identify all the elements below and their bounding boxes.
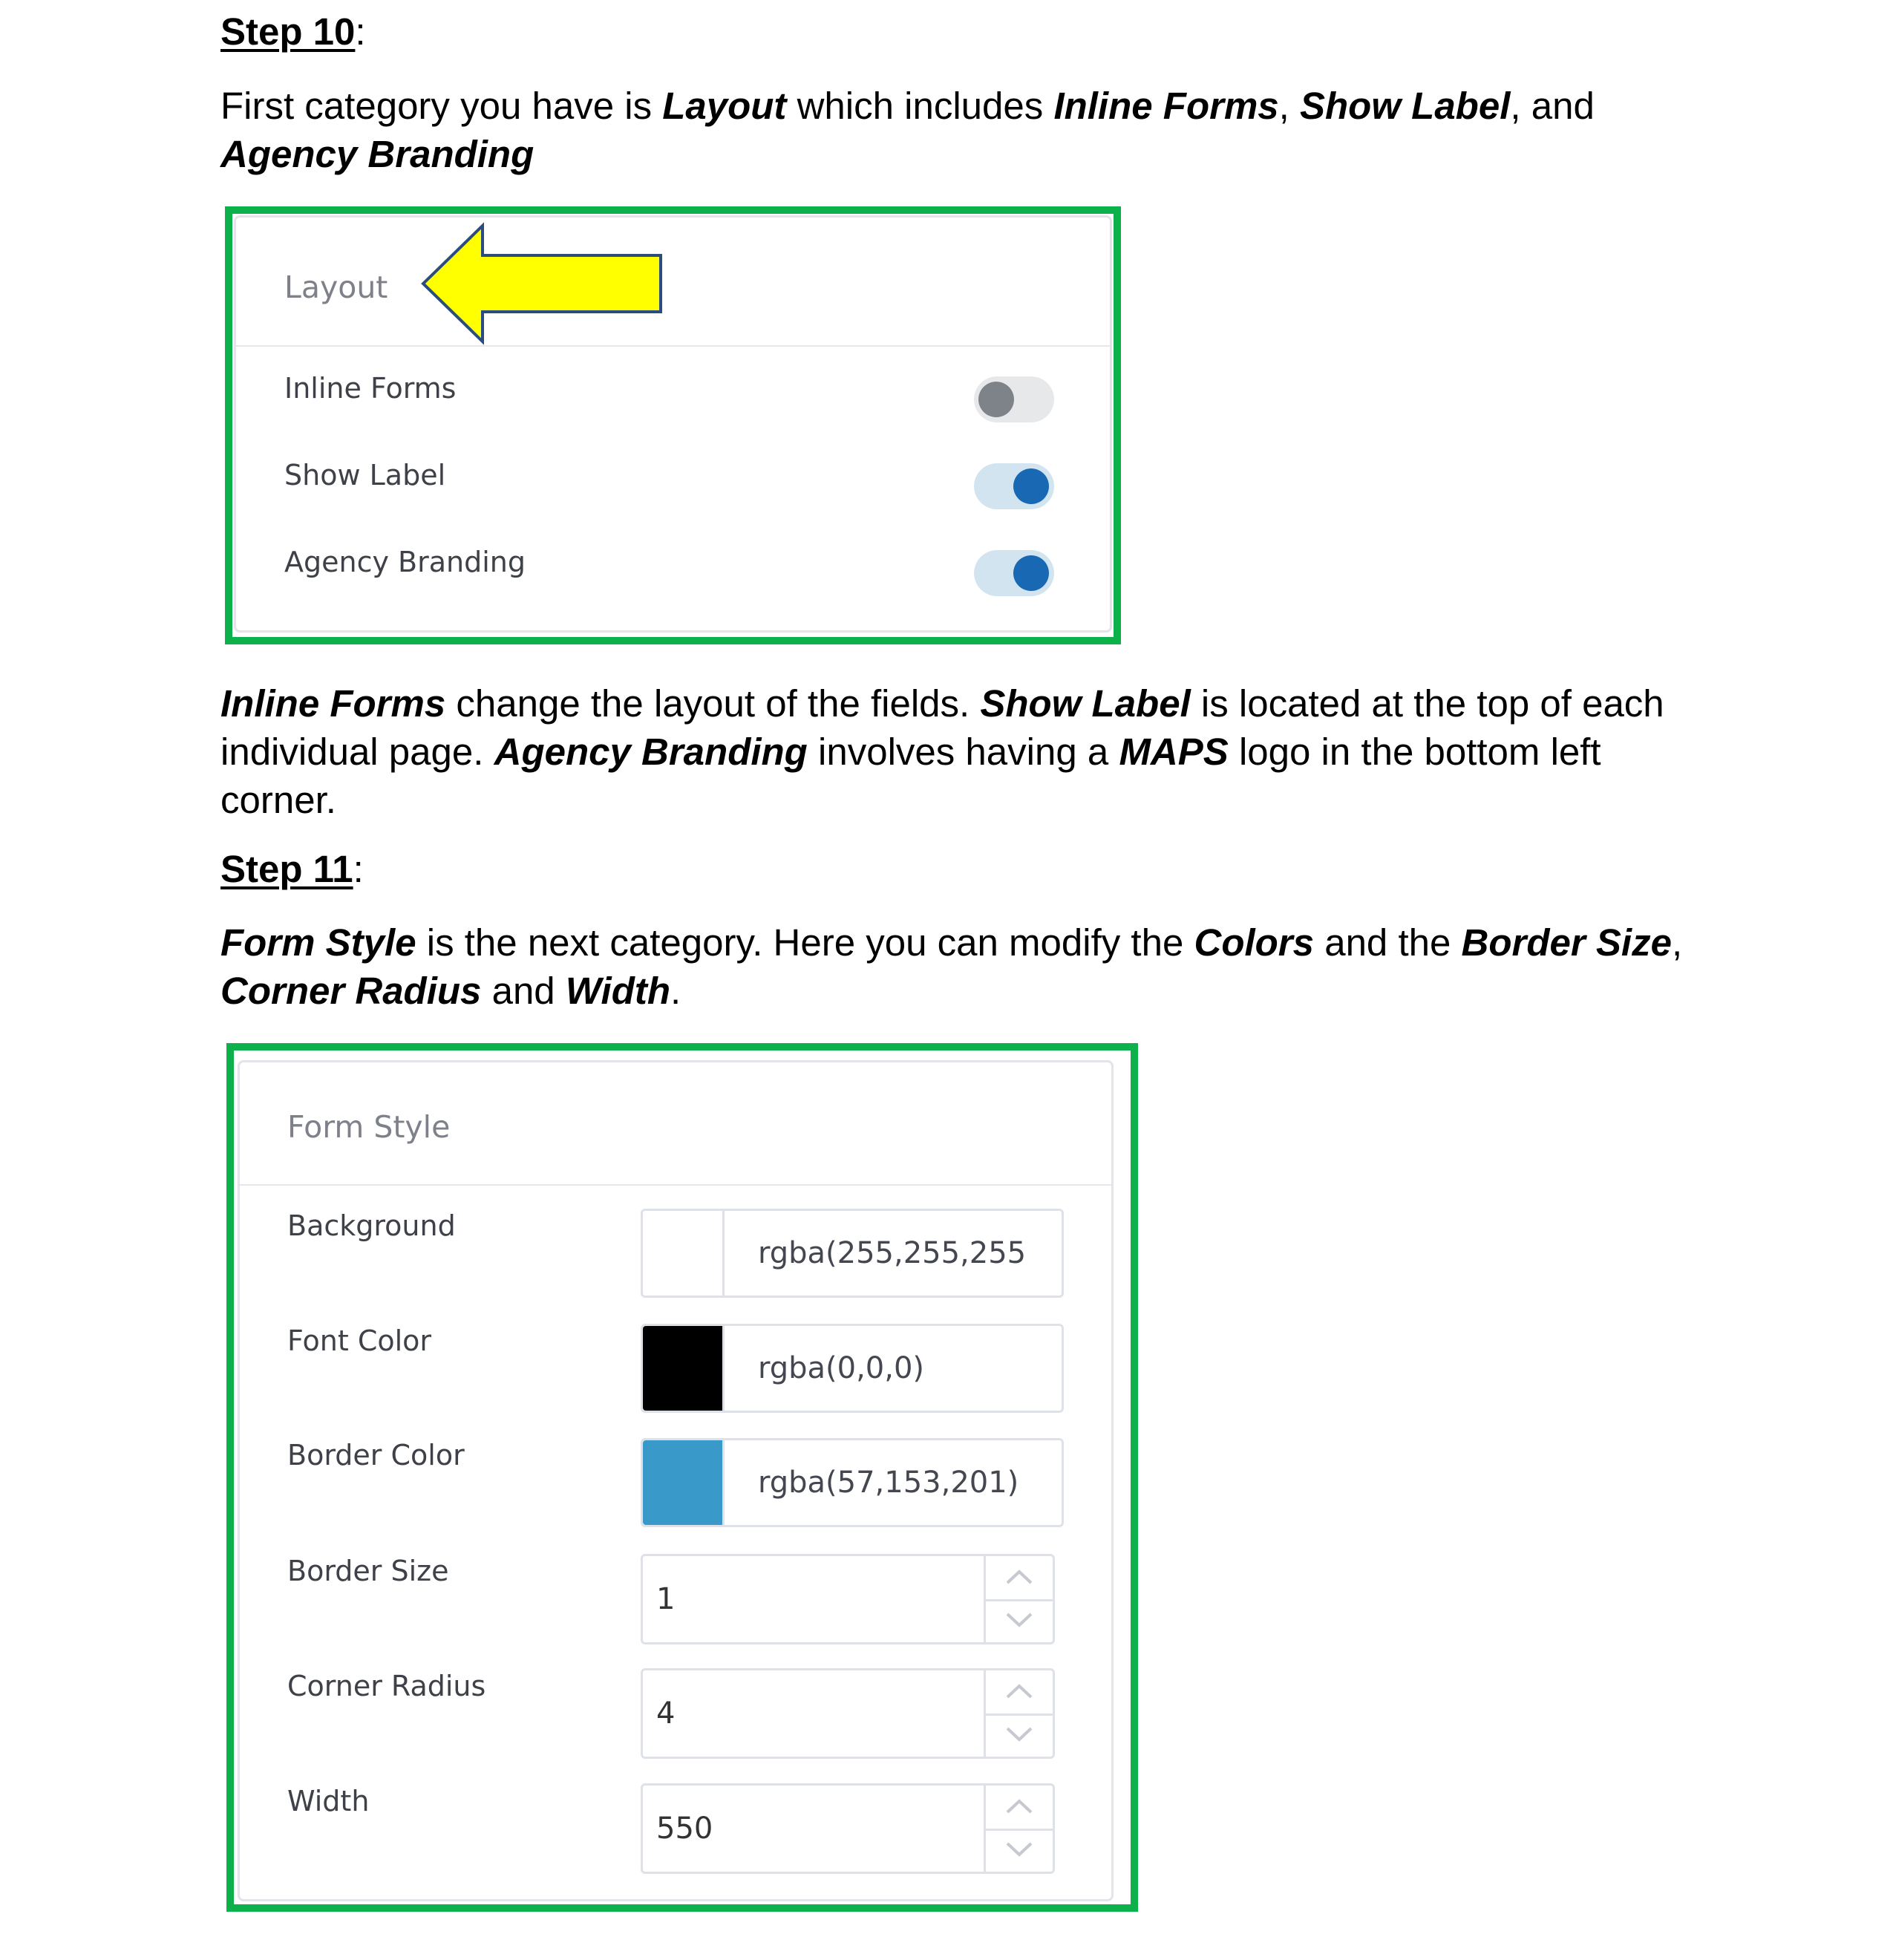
font-color-label: Font Color (287, 1324, 432, 1357)
corner-radius-label: Corner Radius (287, 1670, 486, 1702)
width-input[interactable] (641, 1783, 1055, 1874)
form-style-panel-divider (240, 1184, 1111, 1186)
width-label: Width (287, 1785, 370, 1817)
show-label-label: Show Label (284, 459, 446, 491)
step-10-heading: Step 10: (220, 10, 366, 53)
border-size-spinner (984, 1556, 1053, 1642)
decrement-button[interactable] (986, 1714, 1053, 1757)
border-size-input[interactable] (641, 1554, 1055, 1644)
layout-panel-title: Layout (284, 270, 388, 305)
background-color-picker[interactable] (641, 1209, 1064, 1298)
form-style-intro-paragraph: Form Style is the next category. Here you can modify the Colors and the Border Size, Corner Radius and Width. (220, 921, 1683, 1012)
corner-radius-value[interactable]: 4 (656, 1696, 676, 1731)
font-color-value[interactable]: rgba(0,0,0) (758, 1351, 925, 1385)
layout-panel-divider (236, 345, 1110, 347)
background-color-value[interactable]: rgba(255,255,255 (758, 1236, 1027, 1270)
width-spinner (984, 1786, 1053, 1872)
border-color-picker[interactable] (641, 1438, 1064, 1527)
toggle-knob (1013, 555, 1049, 591)
form-style-panel (238, 1060, 1114, 1901)
layout-intro-paragraph: First category you have is Layout which includes Inline Forms, Show Label, and Agency Branding (220, 85, 1595, 175)
background-label: Background (287, 1209, 456, 1242)
border-size-label: Border Size (287, 1555, 449, 1587)
inline-forms-toggle[interactable] (974, 376, 1054, 422)
step-11-heading: Step 11: (220, 848, 364, 890)
toggle-knob (1013, 468, 1049, 504)
corner-radius-input[interactable] (641, 1668, 1055, 1759)
border-color-label: Border Color (287, 1439, 465, 1471)
layout-explanation-paragraph: Inline Forms change the layout of the fields. Show Label is located at the top of each individual page. Agency Branding involves having a MAPS logo in the bottom left corner. (220, 682, 1664, 821)
font-color-picker[interactable] (641, 1324, 1064, 1413)
layout-panel (234, 215, 1112, 633)
decrement-button[interactable] (986, 1829, 1053, 1872)
agency-branding-label: Agency Branding (284, 546, 526, 578)
font-color-swatch[interactable] (643, 1326, 725, 1411)
background-color-swatch[interactable] (643, 1211, 725, 1296)
chevron-down-icon (1004, 1840, 1034, 1858)
form-style-panel-title: Form Style (287, 1109, 451, 1145)
chevron-up-icon (1004, 1568, 1034, 1586)
border-size-value[interactable]: 1 (656, 1582, 676, 1616)
pointer-arrow-icon (416, 221, 668, 346)
agency-branding-toggle[interactable] (974, 550, 1054, 596)
border-color-swatch[interactable] (643, 1440, 725, 1525)
show-label-toggle[interactable] (974, 463, 1054, 509)
chevron-down-icon (1004, 1725, 1034, 1743)
inline-forms-label: Inline Forms (284, 372, 457, 405)
increment-button[interactable] (986, 1556, 1053, 1601)
border-color-value[interactable]: rgba(57,153,201) (758, 1466, 1019, 1500)
chevron-up-icon (1004, 1797, 1034, 1815)
chevron-up-icon (1004, 1682, 1034, 1700)
width-value[interactable]: 550 (656, 1812, 713, 1846)
decrement-button[interactable] (986, 1599, 1053, 1642)
increment-button[interactable] (986, 1786, 1053, 1831)
chevron-down-icon (1004, 1611, 1034, 1629)
corner-radius-spinner (984, 1670, 1053, 1757)
toggle-knob (978, 382, 1014, 417)
increment-button[interactable] (986, 1670, 1053, 1716)
